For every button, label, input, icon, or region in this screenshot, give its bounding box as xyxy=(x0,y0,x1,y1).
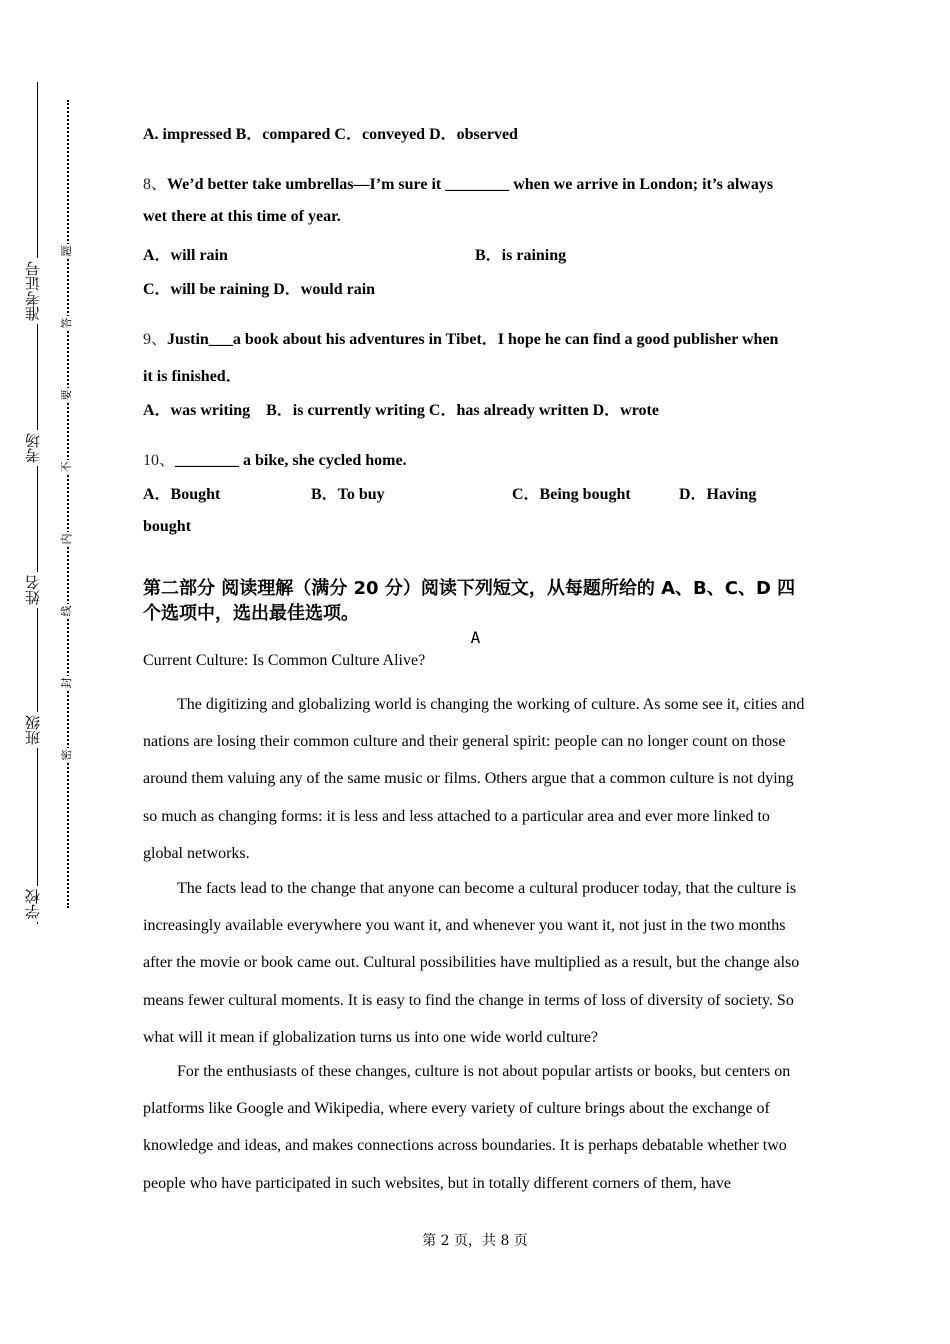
q8-stem-line2: wet there at this time of year. xyxy=(143,208,341,225)
q10-option-a: A．Bought xyxy=(143,486,221,503)
passage-paragraph-1: The digitizing and globalizing world is changing the working of culture. As some see it, cities and nations are losing their common culture and their general spirit: people can no longer count on those around them valuing any of the same music or films. Others argue that a common culture is not dying so much as changing forms: it is less and less attached to a particular area and ever more linked to global networks. xyxy=(143,696,805,862)
binding-label-name: 姓名 xyxy=(22,572,44,608)
seal-char: 不 xyxy=(60,461,73,473)
page-footer: 第 2 页，共 8 页 xyxy=(422,1233,528,1249)
passage-paragraph-2: The facts lead to the change that anyone can become a cultural producer today, that the culture is increasingly available everywhere you want it, and whenever you want it, not just in the two months after the movie or book came out. Cultural possibilities have multiplied as a result, but the change also means fewer cultural moments. It is easy to find the change in terms of loss of diversity of society. So what will it mean if globalization turns us into one wide world culture? xyxy=(143,880,800,1046)
q10-option-b: B．To buy xyxy=(311,486,385,503)
q8-number: 8、 xyxy=(143,176,168,193)
q9-stem-text: Justin___a book about his adventures in Tibet．I hope he can find a good publisher when xyxy=(167,331,779,348)
q8-stem-line1 xyxy=(143,171,773,194)
passage-paragraph-3: For the enthusiasts of these changes, culture is not about popular artists or books, but centers on platforms like Google and Wikipedia, where every variety of culture brings about the exchange of knowledge and ideas, and makes connections across boundaries. It is perhaps debatable whether two people who have participated in such websites, but in totally different corners of them, have xyxy=(143,1063,791,1192)
seal-char: 题 xyxy=(60,245,73,257)
q8-option-a: A．will rain xyxy=(143,247,228,264)
q9-options: A．was writing B．is currently writing C．has already written D．wrote xyxy=(143,402,659,419)
binding-label-exam-id: 准考证号 xyxy=(22,258,44,324)
q10-stem-text: ________ a bike, she cycled home. xyxy=(175,452,407,469)
passage-title: Current Culture: Is Common Culture Alive? xyxy=(143,652,426,669)
part2-heading: 第二部分 阅读理解（满分 20 分）阅读下列短文，从每题所给的 A、B、C、D 四个选项中，选出最佳选项。 xyxy=(143,578,796,624)
q8-option-cd: C．will be raining D．would rain xyxy=(143,281,376,298)
seal-char: 答 xyxy=(60,317,73,329)
q8-stem-text: We’d better take umbrellas—I’m sure it ________ when we arrive in London; it’s always xyxy=(167,176,774,193)
seal-char: 要 xyxy=(60,389,73,401)
binding-label-class: 班级 xyxy=(22,712,44,748)
q8-option-b: B．is raining xyxy=(475,247,567,264)
binding-label-exam-room: 考场 xyxy=(22,430,44,466)
seal-char: 密 xyxy=(60,749,73,761)
q10-number: 10、 xyxy=(143,452,176,469)
seal-dotted-line xyxy=(67,100,69,908)
q9-stem-line2: it is finished． xyxy=(143,368,242,385)
seal-char: 线 xyxy=(60,605,73,617)
q10-option-c: C．Being bought xyxy=(512,486,631,503)
q10-option-d-cont: bought xyxy=(143,518,192,535)
binding-label-school: 学校 xyxy=(22,886,44,922)
q7-options: A. impressed B．compared C．conveyed D．observed xyxy=(143,126,518,143)
seal-char: 封 xyxy=(60,677,73,689)
q10-option-d: D．Having xyxy=(679,486,757,503)
q9-stem-line1 xyxy=(143,326,778,349)
q10-stem xyxy=(143,447,407,470)
seal-char: 内 xyxy=(60,533,73,545)
binding-line xyxy=(37,82,38,924)
section-label: A xyxy=(470,628,481,647)
q9-number: 9、 xyxy=(143,331,168,348)
